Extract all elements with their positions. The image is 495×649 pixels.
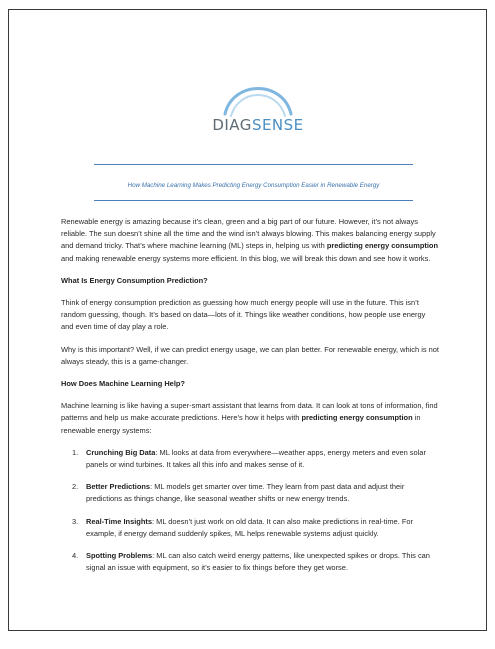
ml-help-paragraph: Machine learning is like having a super-smart assistant that learns from data. It can look at tons of information, find patterns and help us make accurate predictions. Here’s how it helps with predicting energy consumption in renewable energy systems: [61,401,438,435]
prediction-paragraph-1: Think of energy consumption prediction as guessing how much energy people will use in the future. This isn’t random guessing, though. It’s based on data—lots of it. Things like weather conditions, how people use energy and even time of day play a role. [61,298,426,332]
article-body [61,216,439,584]
document-subtitle: How Machine Learning Makes Predicting Energy Consumption Easier in Renewable Energy [127,182,380,189]
list-item: 1. Crunching Big Data: ML looks at data from everywhere—weather apps, energy meters and even solar panels or wind turbines. It takes all this info and makes sense of it. [72,447,426,470]
top-divider [94,164,413,165]
prediction-paragraph-2: Why is this important? Well, if we can predict energy usage, we can plan better. For renewable energy, which is not always steady, this is a game-changer. [61,344,439,366]
bottom-divider [94,200,413,201]
document-page [8,9,487,631]
list-item: 4. Spotting Problems: ML can also catch weird energy patterns, like unexpected spikes or drops. This can signal an issue with equipment, so it’s easier to fix things before they get worse. [72,551,430,573]
list-item: 2. Better Predictions: ML models get smarter over time. They learn from past data and adjust their predictions as things change, like seasonal weather shifts or new energy trends. [72,482,405,504]
logo-arc-icon [219,74,297,122]
diagsense-logo [209,74,307,156]
section-heading-ml-help: How Does Machine Learning Help? [61,379,185,389]
intro-paragraph: Renewable energy is amazing because it’s clean, green and a big part of our future. However, it’s not always reliable. The sun doesn’t shine all the time and the wind isn’t always blowing. This makes balancing energy supply and demand tricky. That’s where machine learning (ML) steps in, helping us with predicting energy consumption and making renewable energy systems more efficient. In this blog, we will break this down and see how it works. [61,217,438,263]
logo-wordmark: DIAGSENSE [212,116,304,134]
list-item: 3. Real-Time Insights: ML doesn’t just work on old data. It can also make predictions in real-time. For example, if energy demand suddenly spikes, ML helps renewable systems adjust quickly. [72,516,413,538]
section-heading-prediction: What Is Energy Consumption Prediction? [61,275,208,285]
ml-benefits-list [61,447,439,575]
